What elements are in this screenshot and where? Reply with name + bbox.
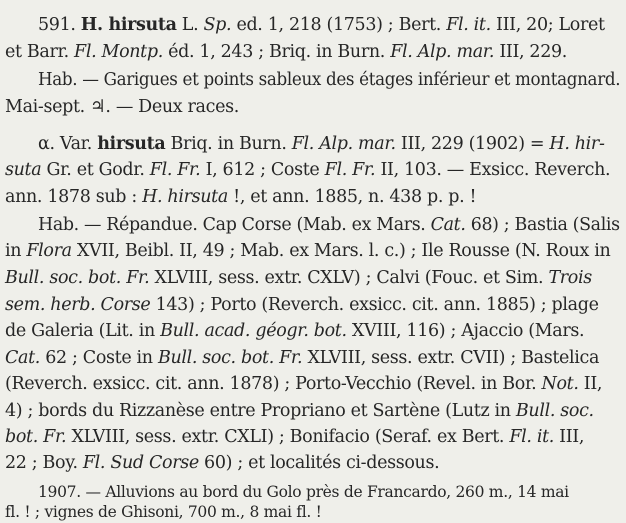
- habitat-line-4: [5, 297, 599, 315]
- text-run: II, 103. — Exsicc. Reverch.: [375, 160, 611, 180]
- italic-citation: Bull. acad. géogr. bot.: [160, 321, 347, 341]
- species-flowering-line: [5, 99, 265, 117]
- text-run: III, 229.: [494, 42, 568, 62]
- text-run: !, et ann. 1885, n. 438 p. p. !: [227, 187, 477, 207]
- text-run: (Reverch. exsicc. cit. ann. 1878) ; Porto-Vecchio (Revel. in Bor.: [5, 374, 542, 394]
- text-run: 60) ; et localités ci-dessous.: [198, 453, 440, 473]
- text-run: α. Var.: [38, 134, 98, 154]
- italic-citation: Fl. Fr.: [149, 160, 201, 180]
- text-run: XVIII, 116) ; Ajaccio (Mars.: [346, 321, 585, 341]
- text-run: III,: [553, 427, 585, 447]
- variety-line-3: [5, 187, 477, 207]
- italic-citation: Fl. it.: [509, 427, 554, 447]
- text-run: ed. 1, 218 (1753) ; Bert.: [231, 15, 447, 35]
- text-run: I, 612 ; Coste: [200, 160, 325, 180]
- habitat-line-5: [5, 323, 584, 341]
- text-run: 4) ; bords du Rizzanèse entre Propriano et Sartène (Lutz in: [5, 401, 516, 421]
- text-run: 62 ; Coste in: [40, 348, 158, 368]
- italic-citation: H. hirsuta: [142, 187, 228, 207]
- text-run: II,: [578, 374, 603, 394]
- text-run: XLVIII, sess. extr. CXLI) ; Bonifacio (Seraf. ex Bert.: [66, 427, 510, 447]
- italic-citation: Bull. soc. bot. Fr.: [157, 348, 303, 368]
- text-run: III, 20; Loret: [490, 15, 605, 35]
- italic-citation: Fl. Sud Corse: [82, 453, 199, 473]
- text-run: et Barr.: [5, 42, 75, 62]
- italic-citation: Fl. Montp.: [74, 42, 163, 62]
- italic-citation: Flora: [26, 241, 72, 261]
- bold-taxon-name: H. hirsuta: [80, 15, 177, 35]
- variety-line-1: [38, 136, 614, 154]
- italic-citation: Fl. it.: [446, 15, 491, 35]
- italic-citation: Cat.: [5, 348, 41, 368]
- italic-citation: Trois: [548, 268, 592, 288]
- text-run: Hab. — Répandue. Cap Corse (Mab. ex Mars.: [38, 215, 431, 235]
- bold-taxon-name: hirsuta: [97, 134, 166, 154]
- text-run: 143) ; Porto (Reverch. exsicc. cit. ann. 1885) ; plage: [150, 295, 599, 315]
- italic-citation: H. hir-: [549, 134, 605, 154]
- text-run: 591.: [38, 15, 81, 35]
- text-run: ann. 1878 sub :: [5, 187, 143, 207]
- species-line-2: [5, 44, 581, 62]
- italic-citation: Fl. Alp. mar.: [291, 134, 396, 154]
- habitat-line-10: [5, 455, 439, 473]
- italic-citation: Bull. soc. bot. Fr.: [5, 268, 150, 288]
- text-run: éd. 1, 243 ; Briq. in Burn.: [162, 42, 391, 62]
- text-run: Mai-sept. ♃. — Deux races.: [5, 97, 239, 117]
- text-run: XVII, Beibl. II, 49 ; Mab. ex Mars. l. c.) ; Ile Rousse (N. Roux in: [71, 241, 611, 261]
- italic-citation: Fl. Alp. mar.: [390, 42, 495, 62]
- text-run: Gr. et Godr.: [41, 160, 150, 180]
- habitat-line-8: [5, 403, 594, 421]
- record-line-2: [5, 505, 322, 521]
- text-run: 1907. — Alluvions au bord du Golo près de Francardo, 260 m., 14 mai: [38, 483, 569, 501]
- text-run: Hab. — Garigues et points sableux des étages inférieur et montagnard.: [38, 70, 621, 90]
- text-run: de Galeria (Lit. in: [5, 321, 161, 341]
- habitat-line-2: [5, 243, 610, 261]
- habitat-line-3: [5, 270, 592, 288]
- text-run: XLVIII, sess. extr. CVII) ; Bastelica: [302, 348, 600, 368]
- italic-citation: Fl. Fr.: [324, 160, 376, 180]
- habitat-line-1: [38, 217, 620, 235]
- variety-line-2: [5, 162, 614, 180]
- italic-citation: bot. Fr.: [5, 427, 67, 447]
- text-run: III, 229 (1902) =: [395, 134, 550, 154]
- species-line-1: [38, 17, 614, 35]
- italic-citation: sem. herb. Corse: [5, 295, 151, 315]
- italic-citation: Not.: [541, 374, 579, 394]
- italic-citation: suta: [5, 160, 42, 180]
- species-habitat-line: [38, 70, 621, 90]
- text-run: XLVIII, sess. extr. CXLV) ; Calvi (Fouc. et Sim.: [149, 268, 549, 288]
- italic-citation: Bull. soc.: [515, 401, 594, 421]
- text-run: in: [5, 241, 27, 261]
- italic-citation: Sp.: [203, 15, 232, 35]
- italic-citation: Cat.: [430, 215, 466, 235]
- text-run: 22 ; Boy.: [5, 453, 83, 473]
- text-run: fl. ! ; vignes de Ghisoni, 700 m., 8 mai fl. !: [5, 503, 322, 521]
- habitat-line-7: [5, 376, 602, 394]
- habitat-line-6: [5, 350, 599, 368]
- text-run: 68) ; Bastia (Salis: [465, 215, 620, 235]
- text-run: Briq. in Burn.: [165, 134, 292, 154]
- habitat-line-9: [5, 429, 584, 447]
- record-line-1: [38, 485, 569, 501]
- text-run: L.: [176, 15, 204, 35]
